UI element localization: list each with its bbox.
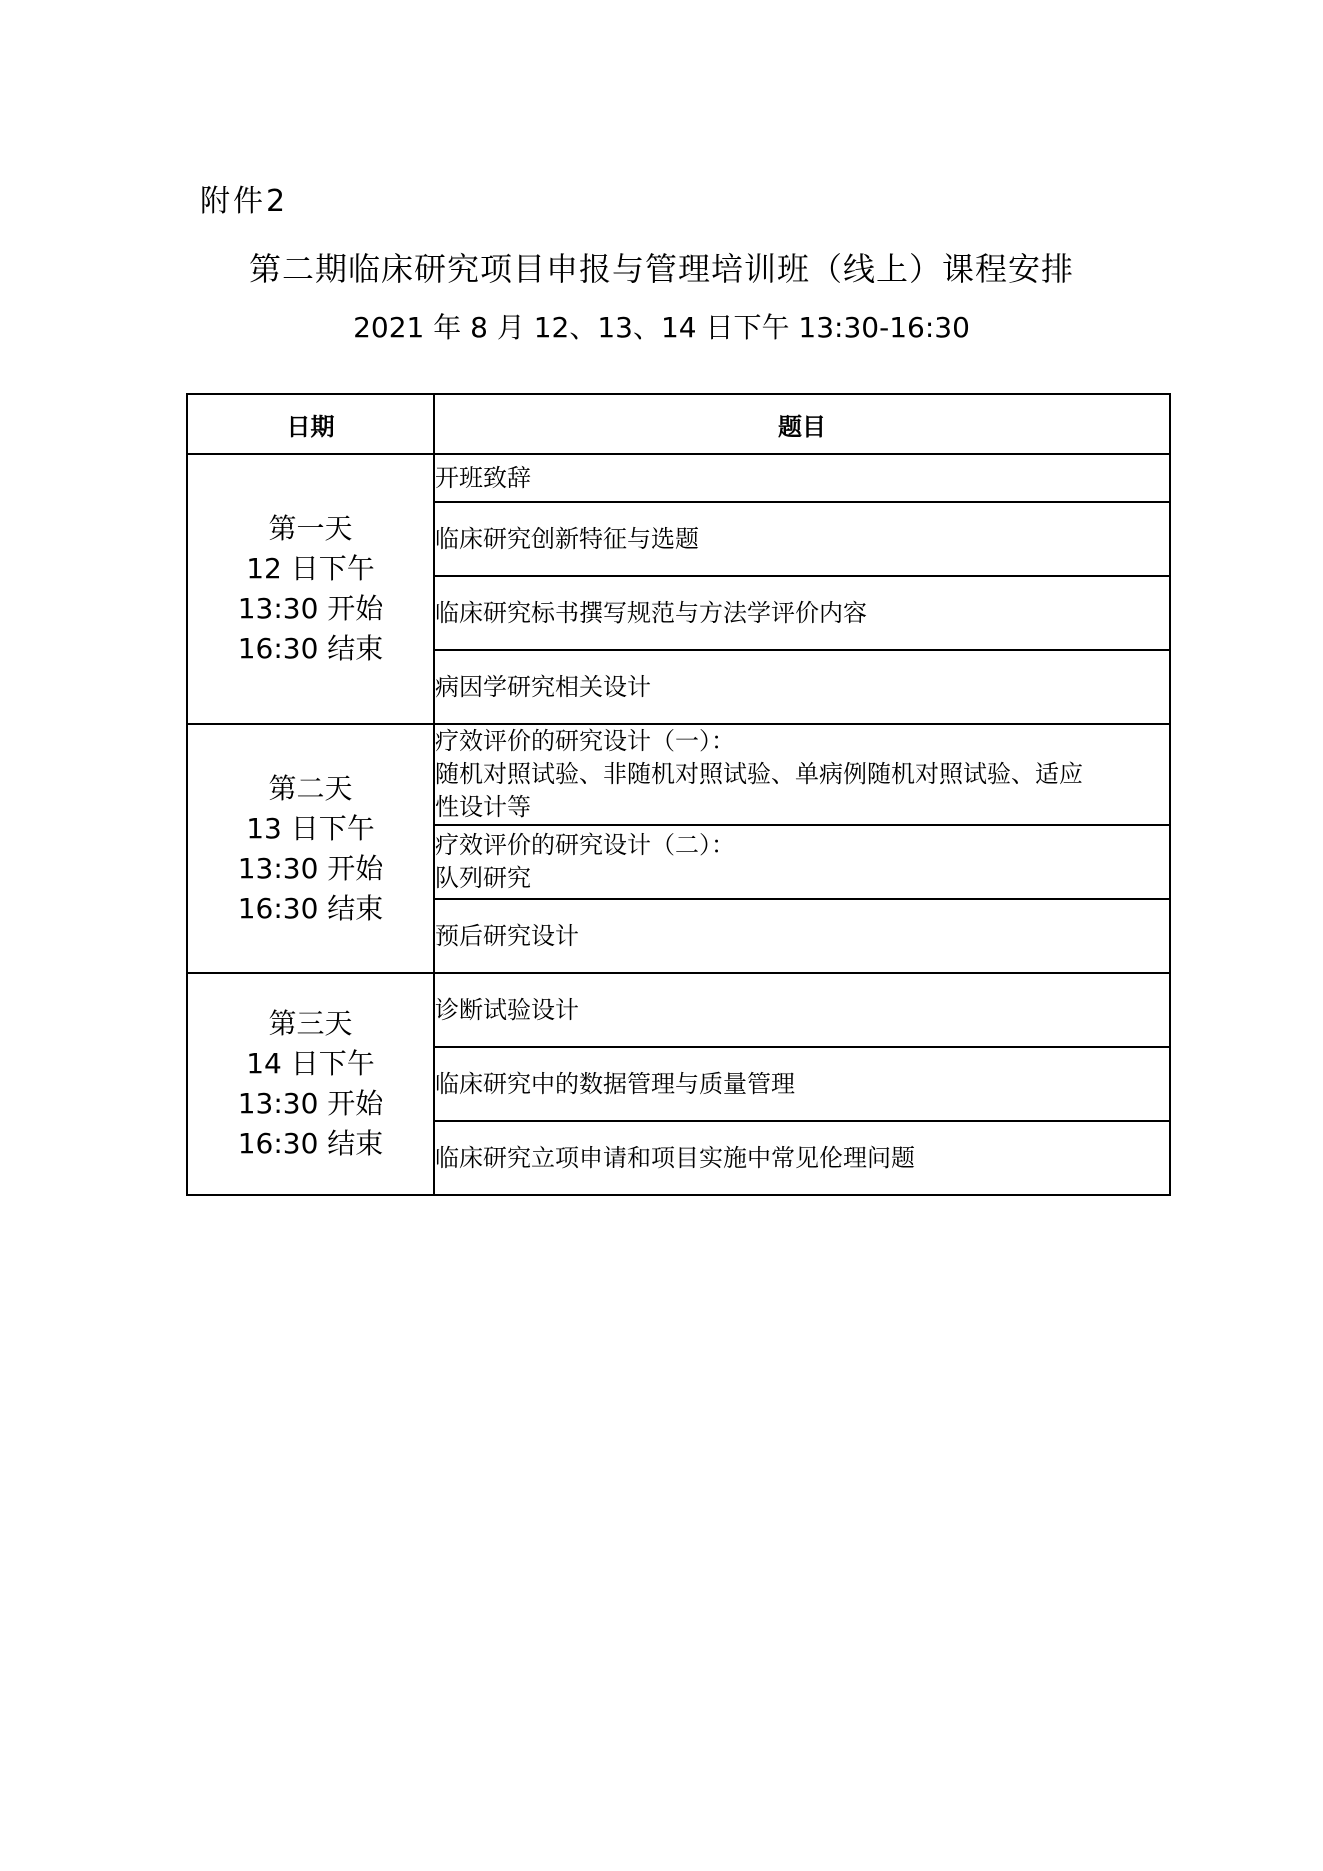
topic-text: 开班致辞: [435, 464, 531, 492]
topic-text-detail: 队列研究: [435, 864, 531, 892]
topic-cell: [434, 1121, 1170, 1195]
topic-text: 疗效评价的研究设计（一）：: [435, 727, 735, 755]
topic-text: 临床研究标书撰写规范与方法学评价内容: [435, 599, 867, 627]
start-time: 13:30 开始: [237, 592, 384, 625]
table-row: [187, 724, 1170, 825]
topic-column-header: 题目: [434, 394, 1170, 454]
day-3-cell: [187, 973, 434, 1195]
topic-cell: [434, 899, 1170, 973]
page-title: 第二期临床研究项目申报与管理培训班（线上）课程安排: [248, 250, 1074, 288]
day-label: 第三天: [268, 1007, 353, 1040]
end-time: 16:30 结束: [237, 632, 384, 665]
date-column-header: 日期: [187, 394, 434, 454]
topic-text: 临床研究中的数据管理与质量管理: [435, 1070, 795, 1098]
topic-text: 临床研究立项申请和项目实施中常见伦理问题: [435, 1144, 915, 1172]
table-row: [187, 973, 1170, 1047]
topic-text: 病因学研究相关设计: [435, 673, 651, 701]
schedule-table: [186, 393, 1171, 1196]
topic-cell: [434, 973, 1170, 1047]
topic-cell: [434, 825, 1170, 899]
topic-cell: [434, 454, 1170, 502]
topic-cell: [434, 650, 1170, 724]
topic-cell: [434, 502, 1170, 576]
topic-text-detail: 性设计等: [435, 793, 531, 821]
topic-cell: [434, 1047, 1170, 1121]
table-header-row: [187, 394, 1170, 454]
topic-cell: [434, 724, 1170, 825]
table-row: [187, 454, 1170, 502]
end-time: 16:30 结束: [237, 1127, 384, 1160]
topic-text: 临床研究创新特征与选题: [435, 525, 699, 553]
day-2-cell: [187, 724, 434, 973]
attachment-label: 附件2: [200, 184, 289, 219]
topic-text: 疗效评价的研究设计（二）：: [435, 831, 735, 859]
start-time: 13:30 开始: [237, 851, 384, 885]
schedule-date-subtitle: 2021 年 8 月 12、13、14 日下午 13:30-16:30: [353, 311, 970, 344]
topic-text-detail: 随机对照试验、非随机对照试验、单病例随机对照试验、适应: [435, 760, 1083, 788]
end-time: 16:30 结束: [237, 891, 384, 925]
day-label: 第一天: [268, 512, 353, 545]
topic-cell: [434, 576, 1170, 650]
day-label: 第二天: [268, 771, 353, 805]
date-label: 12 日下午: [246, 552, 375, 585]
date-label: 13 日下午: [246, 811, 375, 845]
topic-text: 诊断试验设计: [435, 996, 579, 1024]
date-label: 14 日下午: [246, 1047, 375, 1080]
day-1-cell: [187, 454, 434, 724]
start-time: 13:30 开始: [237, 1087, 384, 1120]
topic-text: 预后研究设计: [435, 922, 579, 950]
